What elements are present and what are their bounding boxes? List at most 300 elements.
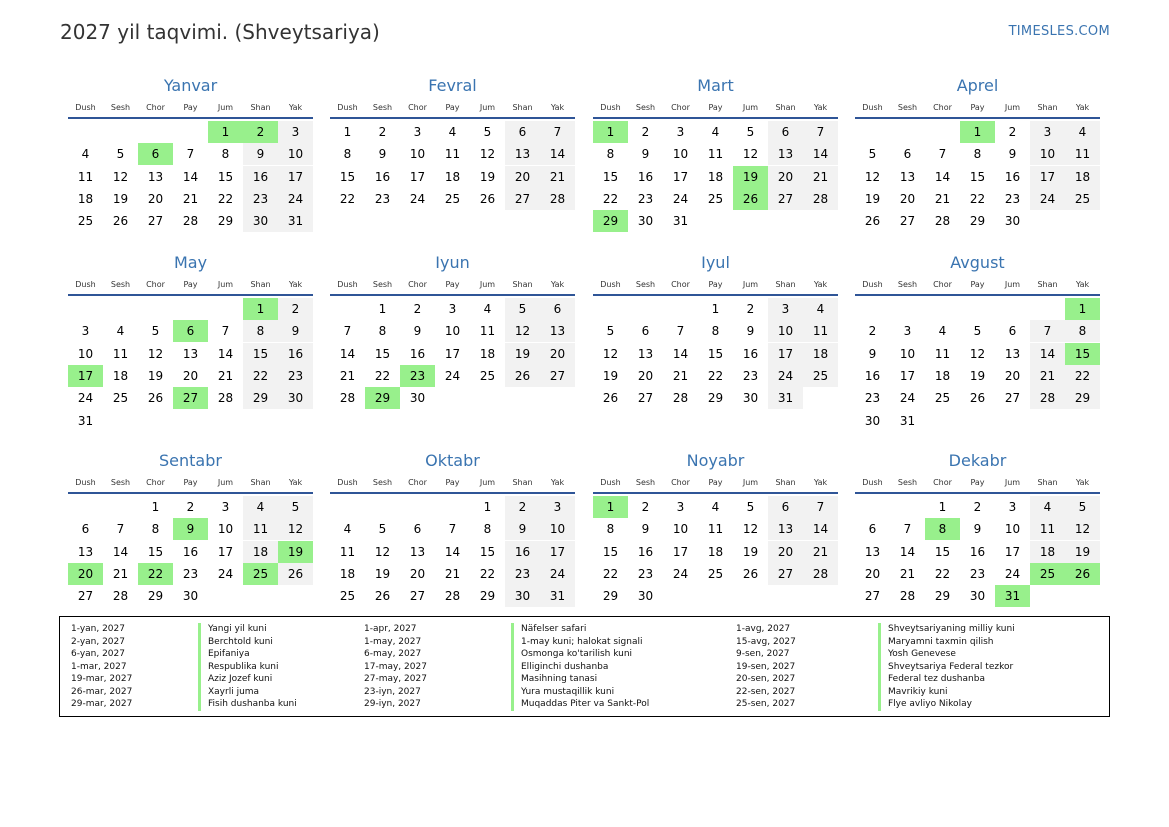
- day-cell: 14: [803, 518, 838, 540]
- day-cell: 3: [768, 298, 803, 320]
- holiday-day-cell: 2: [243, 121, 278, 143]
- holiday-date: 15-avg, 2027: [736, 636, 796, 647]
- day-cell: 22: [934, 566, 951, 581]
- day-cell: 23: [278, 365, 313, 387]
- day-cell: 31: [278, 210, 313, 232]
- day-cell: 31: [768, 387, 803, 409]
- day-cell: 2: [413, 302, 422, 316]
- weekday-label: Jum: [479, 478, 496, 487]
- day-cell: 18: [803, 343, 838, 365]
- day-cell: 15: [217, 169, 234, 184]
- day-cell: 9: [868, 346, 877, 361]
- day-cell: 20: [1004, 368, 1021, 383]
- day-cell: 16: [278, 343, 313, 365]
- weekday-label: Pay: [445, 103, 460, 112]
- holiday-date: 1-apr, 2027: [364, 624, 417, 634]
- day-cell: 7: [116, 522, 125, 537]
- day-cell: 6: [81, 522, 90, 537]
- day-cell: 8: [343, 147, 352, 162]
- weekday-label: Pay: [183, 280, 198, 289]
- day-cell: 25: [444, 191, 461, 206]
- day-cell: 21: [899, 566, 916, 581]
- day-cell: 23: [1004, 191, 1021, 206]
- day-cell: 13: [768, 518, 803, 540]
- month-name: Iyun: [435, 253, 470, 272]
- day-cell: 1: [378, 302, 387, 316]
- holiday-day-cell: 19: [278, 541, 313, 563]
- day-cell: 25: [112, 391, 129, 406]
- day-cell: 21: [112, 566, 129, 581]
- weekday-label: Chor: [146, 280, 165, 289]
- day-cell: 23: [182, 566, 199, 581]
- day-cell: 28: [803, 563, 838, 585]
- day-cell: 8: [243, 320, 278, 342]
- day-cell: 4: [81, 147, 90, 162]
- day-cell: 8: [606, 522, 615, 537]
- day-cell: 5: [868, 147, 877, 162]
- weekday-label: Jum: [1004, 103, 1021, 112]
- day-cell: 16: [1004, 169, 1021, 184]
- day-cell: 2: [378, 125, 387, 139]
- day-cell: 24: [217, 566, 234, 581]
- day-cell: 10: [768, 320, 803, 342]
- day-cell: 2: [973, 500, 982, 514]
- weekday-label: Yak: [550, 478, 565, 487]
- day-cell: 11: [707, 147, 724, 162]
- day-cell: 14: [934, 169, 951, 184]
- day-cell: 28: [934, 214, 951, 229]
- month-name: Yanvar: [163, 76, 218, 95]
- weekday-label: Shan: [1037, 103, 1058, 112]
- day-cell: 17: [1004, 544, 1021, 559]
- day-cell: 21: [182, 191, 199, 206]
- weekday-label: Sesh: [635, 478, 656, 487]
- day-cell: 7: [343, 324, 352, 339]
- day-cell: 27: [768, 563, 803, 585]
- day-cell: 28: [217, 391, 234, 406]
- day-cell: 20: [540, 343, 575, 365]
- weekday-label: Pay: [970, 478, 985, 487]
- day-cell: 14: [339, 346, 356, 361]
- day-cell: 26: [602, 391, 619, 406]
- month-name: Iyul: [701, 253, 730, 272]
- weekday-label: Shan: [512, 103, 533, 112]
- day-cell: 16: [864, 368, 881, 383]
- day-cell: 29: [217, 214, 234, 229]
- holiday-name: Aziz Jozef kuni: [198, 673, 297, 686]
- holiday-names-col-3: [878, 623, 1015, 711]
- weekday-label: Pay: [970, 103, 985, 112]
- day-cell: 30: [409, 391, 426, 406]
- holiday-date: 1-may, 2027: [364, 636, 422, 647]
- day-cell: 30: [182, 589, 199, 604]
- holiday-name: Yangi yil kuni: [198, 623, 297, 636]
- site-link[interactable]: TIMESLES.COM: [1008, 24, 1110, 39]
- weekday-label: Chor: [408, 478, 427, 487]
- day-cell: 18: [112, 368, 129, 383]
- weekday-label: Sesh: [372, 280, 393, 289]
- holiday-day-cell: 1: [593, 496, 628, 518]
- day-cell: 10: [1030, 143, 1065, 165]
- day-cell: 4: [483, 302, 492, 316]
- day-cell: 30: [278, 387, 313, 409]
- day-cell: 16: [505, 541, 540, 563]
- day-cell: 25: [77, 214, 94, 229]
- day-cell: 4: [243, 496, 278, 518]
- holiday-day-cell: 20: [68, 563, 103, 585]
- weekday-label: Dush: [600, 280, 621, 289]
- day-cell: 16: [374, 169, 391, 184]
- day-cell: 1: [938, 500, 947, 514]
- day-cell: 1: [151, 500, 160, 514]
- day-cell: 8: [221, 147, 230, 162]
- month-name: Oktabr: [425, 451, 480, 470]
- day-cell: 5: [746, 500, 755, 514]
- month-name: Fevral: [428, 76, 477, 95]
- day-cell: 5: [278, 496, 313, 518]
- day-cell: 28: [803, 188, 838, 210]
- holiday-day-cell: 6: [138, 143, 173, 165]
- day-cell: 24: [899, 391, 916, 406]
- day-cell: 28: [899, 589, 916, 604]
- day-cell: 23: [637, 566, 654, 581]
- day-cell: 11: [803, 320, 838, 342]
- weekday-label: Jum: [479, 280, 496, 289]
- weekday-label: Sesh: [897, 478, 918, 487]
- weekday-label: Chor: [933, 478, 952, 487]
- holiday-dates-col-3: [736, 623, 796, 711]
- day-cell: 2: [641, 500, 650, 514]
- day-cell: 10: [77, 346, 94, 361]
- holiday-name: Mavrikiy kuni: [878, 686, 1015, 699]
- weekday-label: Pay: [708, 103, 723, 112]
- day-cell: 30: [969, 589, 986, 604]
- holiday-name: Masihning tanasi: [511, 673, 649, 686]
- day-cell: 3: [81, 324, 90, 339]
- holiday-date: 29-mar, 2027: [71, 699, 133, 709]
- day-cell: 8: [151, 522, 160, 537]
- weekday-label: Jum: [217, 478, 234, 487]
- day-cell: 7: [803, 121, 838, 143]
- holiday-name: Respublika kuni: [198, 661, 297, 674]
- day-cell: 5: [116, 147, 125, 162]
- day-cell: 11: [1065, 143, 1100, 165]
- day-cell: 16: [969, 544, 986, 559]
- day-cell: 20: [505, 166, 540, 188]
- day-cell: 20: [409, 566, 426, 581]
- day-cell: 17: [444, 346, 461, 361]
- day-cell: 13: [768, 143, 803, 165]
- day-cell: 6: [540, 298, 575, 320]
- day-cell: 23: [243, 188, 278, 210]
- day-cell: 9: [641, 147, 650, 162]
- day-cell: 15: [602, 169, 619, 184]
- day-cell: 27: [1004, 391, 1021, 406]
- day-cell: 9: [378, 147, 387, 162]
- day-cell: 22: [243, 365, 278, 387]
- day-cell: 12: [742, 147, 759, 162]
- weekday-label: Pay: [183, 478, 198, 487]
- day-cell: 18: [339, 566, 356, 581]
- weekday-label: Chor: [146, 103, 165, 112]
- day-cell: 18: [707, 544, 724, 559]
- holiday-date: 6-may, 2027: [364, 649, 422, 659]
- weekday-label: Pay: [708, 478, 723, 487]
- day-cell: 27: [409, 589, 426, 604]
- holiday-date: 1-yan, 2027: [71, 624, 125, 634]
- day-cell: 22: [969, 191, 986, 206]
- weekday-label: Shan: [250, 280, 271, 289]
- day-cell: 3: [221, 500, 230, 514]
- day-cell: 14: [112, 544, 129, 559]
- day-cell: 29: [1065, 387, 1100, 409]
- day-cell: 29: [147, 589, 164, 604]
- day-cell: 15: [147, 544, 164, 559]
- day-cell: 11: [934, 346, 951, 361]
- day-cell: 11: [479, 324, 496, 339]
- day-cell: 9: [641, 522, 650, 537]
- holiday-name: Yosh Genevese: [878, 648, 1015, 661]
- day-cell: 17: [899, 368, 916, 383]
- holiday-date: 23-iyn, 2027: [364, 686, 421, 697]
- month-name: May: [173, 253, 208, 272]
- day-cell: 10: [409, 147, 426, 162]
- weekday-label: Sesh: [897, 103, 918, 112]
- weekday-label: Yak: [550, 280, 565, 289]
- weekday-label: Chor: [671, 280, 690, 289]
- day-cell: 15: [243, 343, 278, 365]
- weekday-label: Pay: [445, 280, 460, 289]
- day-cell: 21: [540, 166, 575, 188]
- day-cell: 19: [602, 368, 619, 383]
- weekday-label: Jum: [217, 103, 234, 112]
- day-cell: 28: [672, 391, 689, 406]
- month-rule: [68, 294, 313, 296]
- weekday-label: Dush: [862, 478, 883, 487]
- weekday-label: Shan: [775, 478, 796, 487]
- holiday-name: Maryamni taxmin qilish: [878, 636, 1015, 649]
- day-cell: 3: [1030, 121, 1065, 143]
- day-cell: 15: [707, 346, 724, 361]
- holiday-name: 1-may kuni; halokat signali: [511, 636, 649, 649]
- holiday-date: 26-mar, 2027: [71, 686, 133, 697]
- day-cell: 17: [278, 166, 313, 188]
- day-cell: 30: [505, 585, 540, 607]
- holiday-day-cell: 8: [925, 518, 960, 540]
- day-cell: 25: [707, 191, 724, 206]
- day-cell: 25: [1065, 188, 1100, 210]
- day-cell: 21: [803, 166, 838, 188]
- day-cell: 4: [343, 522, 352, 537]
- holiday-name: Osmonga ko'tarilish kuni: [511, 648, 649, 661]
- day-cell: 19: [479, 169, 496, 184]
- day-cell: 23: [374, 191, 391, 206]
- weekday-label: Chor: [408, 280, 427, 289]
- day-cell: 1: [343, 125, 352, 139]
- weekday-label: Dush: [75, 478, 96, 487]
- day-cell: 4: [938, 324, 947, 339]
- weekday-label: Chor: [671, 478, 690, 487]
- day-cell: 24: [278, 188, 313, 210]
- day-cell: 7: [186, 147, 195, 162]
- day-cell: 26: [147, 391, 164, 406]
- day-cell: 28: [444, 589, 461, 604]
- day-cell: 8: [483, 522, 492, 537]
- weekday-label: Shan: [250, 478, 271, 487]
- holiday-date: 2-yan, 2027: [71, 636, 125, 647]
- day-cell: 27: [147, 214, 164, 229]
- day-cell: 24: [672, 566, 689, 581]
- day-cell: 20: [864, 566, 881, 581]
- day-cell: 21: [803, 541, 838, 563]
- day-cell: 7: [540, 121, 575, 143]
- day-cell: 24: [540, 563, 575, 585]
- day-cell: 8: [973, 147, 982, 162]
- weekday-label: Yak: [813, 280, 828, 289]
- day-cell: 27: [637, 391, 654, 406]
- page-title: 2027 yil taqvimi. (Shveytsariya): [60, 20, 380, 44]
- month-rule: [593, 294, 838, 296]
- day-cell: 26: [742, 566, 759, 581]
- day-cell: 14: [182, 169, 199, 184]
- day-cell: 12: [969, 346, 986, 361]
- holiday-date: 9-sen, 2027: [736, 649, 790, 659]
- holiday-date: 6-yan, 2027: [71, 649, 125, 659]
- day-cell: 10: [899, 346, 916, 361]
- day-cell: 20: [637, 368, 654, 383]
- day-cell: 10: [672, 522, 689, 537]
- weekday-label: Sesh: [635, 280, 656, 289]
- day-cell: 31: [540, 585, 575, 607]
- day-cell: 17: [768, 343, 803, 365]
- day-cell: 6: [868, 522, 877, 537]
- weekday-label: Chor: [671, 103, 690, 112]
- day-cell: 26: [374, 589, 391, 604]
- day-cell: 10: [217, 522, 234, 537]
- holiday-day-cell: 26: [733, 188, 768, 210]
- day-cell: 2: [1008, 125, 1017, 139]
- weekday-label: Yak: [1075, 280, 1090, 289]
- month-rule: [330, 492, 575, 494]
- day-cell: 28: [339, 391, 356, 406]
- day-cell: 18: [934, 368, 951, 383]
- day-cell: 14: [899, 544, 916, 559]
- day-cell: 12: [1065, 518, 1100, 540]
- weekday-label: Shan: [512, 280, 533, 289]
- day-cell: 5: [151, 324, 160, 339]
- holiday-name: Berchtold kuni: [198, 636, 297, 649]
- day-cell: 15: [339, 169, 356, 184]
- day-cell: 23: [864, 391, 881, 406]
- day-cell: 18: [444, 169, 461, 184]
- weekday-label: Dush: [600, 103, 621, 112]
- month-name: Mart: [697, 76, 734, 95]
- day-cell: 24: [444, 368, 461, 383]
- weekday-label: Shan: [250, 103, 271, 112]
- day-cell: 5: [973, 324, 982, 339]
- day-cell: 18: [479, 346, 496, 361]
- holiday-day-cell: 6: [173, 320, 208, 342]
- month-name: Dekabr: [948, 451, 1007, 470]
- day-cell: 30: [637, 214, 654, 229]
- day-cell: 4: [1065, 121, 1100, 143]
- day-cell: 11: [707, 522, 724, 537]
- holiday-day-cell: 22: [138, 563, 173, 585]
- day-cell: 23: [969, 566, 986, 581]
- day-cell: 25: [479, 368, 496, 383]
- day-cell: 12: [278, 518, 313, 540]
- day-cell: 22: [602, 566, 619, 581]
- weekday-label: Jum: [742, 103, 759, 112]
- holiday-names-col-2: [511, 623, 649, 711]
- day-cell: 10: [540, 518, 575, 540]
- weekday-label: Pay: [445, 478, 460, 487]
- month-name: Noyabr: [686, 451, 745, 470]
- day-cell: 17: [1030, 166, 1065, 188]
- weekday-label: Yak: [550, 103, 565, 112]
- day-cell: 13: [899, 169, 916, 184]
- weekday-label: Dush: [862, 103, 883, 112]
- holiday-name: Epifaniya: [198, 648, 297, 661]
- day-cell: 10: [672, 147, 689, 162]
- weekday-label: Sesh: [897, 280, 918, 289]
- holiday-day-cell: 27: [173, 387, 208, 409]
- day-cell: 7: [803, 496, 838, 518]
- day-cell: 2: [641, 125, 650, 139]
- day-cell: 12: [864, 169, 881, 184]
- holiday-day-cell: 1: [593, 121, 628, 143]
- day-cell: 29: [934, 589, 951, 604]
- day-cell: 16: [182, 544, 199, 559]
- holiday-day-cell: 17: [68, 365, 103, 387]
- day-cell: 8: [606, 147, 615, 162]
- day-cell: 6: [505, 121, 540, 143]
- day-cell: 15: [479, 544, 496, 559]
- day-cell: 16: [637, 544, 654, 559]
- day-cell: 5: [746, 125, 755, 139]
- holiday-name: Shveytsariya Federal tezkor: [878, 661, 1015, 674]
- day-cell: 13: [540, 320, 575, 342]
- day-cell: 24: [672, 191, 689, 206]
- day-cell: 19: [147, 368, 164, 383]
- day-cell: 27: [864, 589, 881, 604]
- day-cell: 24: [77, 391, 94, 406]
- day-cell: 29: [969, 214, 986, 229]
- holiday-day-cell: 29: [593, 210, 628, 232]
- day-cell: 12: [147, 346, 164, 361]
- day-cell: 6: [413, 522, 422, 537]
- day-cell: 23: [505, 563, 540, 585]
- holiday-day-cell: 29: [365, 387, 400, 409]
- day-cell: 13: [864, 544, 881, 559]
- weekday-label: Sesh: [110, 280, 131, 289]
- day-cell: 28: [182, 214, 199, 229]
- day-cell: 10: [1004, 522, 1021, 537]
- day-cell: 8: [378, 324, 387, 339]
- day-cell: 9: [505, 518, 540, 540]
- day-cell: 14: [803, 143, 838, 165]
- day-cell: 5: [1065, 496, 1100, 518]
- weekday-label: Shan: [1037, 478, 1058, 487]
- day-cell: 26: [278, 563, 313, 585]
- day-cell: 23: [637, 191, 654, 206]
- day-cell: 24: [768, 365, 803, 387]
- weekday-label: Chor: [146, 478, 165, 487]
- day-cell: 4: [803, 298, 838, 320]
- day-cell: 2: [746, 302, 755, 316]
- day-cell: 6: [641, 324, 650, 339]
- day-cell: 23: [742, 368, 759, 383]
